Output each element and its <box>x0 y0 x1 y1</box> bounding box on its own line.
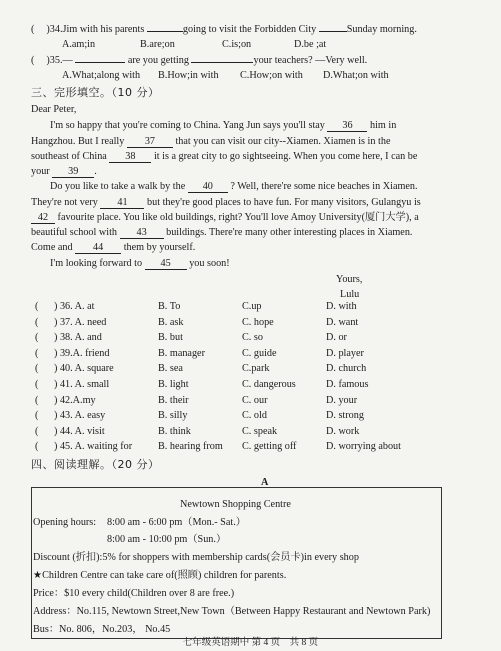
answer-blank[interactable] <box>191 62 253 63</box>
option-d: D. worrying about <box>326 441 401 453</box>
option-a: A.What;along with <box>62 70 141 81</box>
answer-blank[interactable] <box>319 31 347 32</box>
blank-44[interactable]: 44 <box>75 242 121 254</box>
option-d: D. want <box>326 316 359 328</box>
option-a: ) 43. A. easy <box>54 410 106 422</box>
hours-weekday: 8:00 am - 6:00 pm（Mon.- Sat.） <box>107 517 246 528</box>
option-c: C. hope <box>242 316 274 328</box>
answer-paren[interactable]: ( <box>35 410 39 422</box>
answer-paren[interactable]: ( <box>35 332 39 344</box>
question-text: Sunday morning. <box>346 24 417 35</box>
option-d: D. work <box>326 425 360 437</box>
blank-45[interactable]: 45 <box>145 258 187 270</box>
price: Price：$10 every child(Children over 8 are free.) <box>33 588 235 599</box>
option-a: A.am;in <box>62 39 96 50</box>
answer-paren[interactable]: ( <box>35 394 39 406</box>
option-c: C. getting off <box>242 441 297 453</box>
option-d: D. your <box>326 394 358 406</box>
bus: Bus：No. 806，No.203， No.45 <box>33 624 171 635</box>
option-c: C. speak <box>242 425 278 437</box>
option-b: B. silly <box>158 410 188 422</box>
answer-paren[interactable]: ( <box>35 347 39 359</box>
option-b: B. their <box>158 394 189 406</box>
option-a: ) 40. A. square <box>54 363 114 375</box>
option-c: C.up <box>242 301 262 312</box>
blank-36[interactable]: 36 <box>327 120 367 132</box>
children-centre: ★Children Centre can take care of(照顾) children for parents. <box>33 570 287 581</box>
blank-39[interactable]: 39 <box>52 166 94 178</box>
answer-paren[interactable]: ( <box>35 425 39 437</box>
question-35 <box>31 54 367 67</box>
blank-42[interactable]: 42 <box>31 212 55 224</box>
option-b: B. To <box>158 301 181 312</box>
passage-line: beautiful school with 43 buildings. There're many other interesting places in Xiamen. <box>31 227 413 238</box>
option-a: ) 36. A. at <box>54 301 95 312</box>
answer-paren[interactable]: ( <box>35 301 39 312</box>
option-c: C. guide <box>242 347 277 359</box>
option-a: ) 37. A. need <box>54 316 107 328</box>
option-a: ) 42.A.my <box>54 394 96 406</box>
option-b: B. light <box>158 379 189 390</box>
notice-box <box>31 487 442 639</box>
question-text: Jim with his parents <box>62 24 145 35</box>
answer-paren[interactable]: ( <box>35 316 39 328</box>
option-b: B.are;on <box>140 39 175 50</box>
closing: Yours, <box>336 274 363 285</box>
passage-line: your 39 . <box>31 166 97 177</box>
option-d: D. famous <box>326 379 369 390</box>
passage-line: They're not very 41 but they're good places to have fun. For many visitors, Gulangyu is <box>31 197 421 208</box>
option-d: D. strong <box>326 410 364 422</box>
option-b: B. sea <box>158 363 183 375</box>
option-d: D.What;on with <box>323 70 389 81</box>
blank-38[interactable]: 38 <box>109 151 151 163</box>
address: Address：No.115, Newtown Street,New Town（Between Happy Restaurant and Newtown Park) <box>33 606 431 617</box>
section-title: 三、完形填空。（10 分） <box>31 86 160 99</box>
discount: Discount (折扣):5% for shoppers with membership cards(会员卡)in every shop <box>33 552 359 563</box>
option-b: B.How;in with <box>158 70 219 81</box>
hours-label: Opening hours: <box>33 517 97 528</box>
question-number: )35.— <box>46 55 73 66</box>
option-d: D. with <box>326 301 357 312</box>
passage-label: A <box>261 477 269 488</box>
option-a: ) 45. A. waiting for <box>54 441 133 453</box>
option-b: B. ask <box>158 316 184 328</box>
question-text: are you getting <box>127 55 189 66</box>
signature: Lulu <box>340 289 360 300</box>
option-c: C.park <box>242 363 270 375</box>
answer-blank[interactable] <box>147 31 183 32</box>
section-title: 四、阅读理解。（20 分） <box>31 458 160 471</box>
option-d: D. player <box>326 347 364 359</box>
passage-line: 42 favourite place. You like old buildings, right? You'll love Amoy University(厦门大学), a <box>31 211 419 224</box>
answer-paren[interactable]: ( <box>35 441 39 453</box>
answer-blank[interactable] <box>75 62 125 63</box>
option-b: B. but <box>158 332 183 344</box>
page-footer: 七年级英语期中 第 4 页 共 8 页 <box>182 638 319 648</box>
passage-line: Come and 44 them by yourself. <box>31 242 196 253</box>
option-a: ) 41. A. small <box>54 379 110 390</box>
blank-40[interactable]: 40 <box>188 181 228 193</box>
passage-line: Do you like to take a walk by the 40 ? Well, there're some nice beaches in Xiamen. <box>50 181 418 192</box>
option-d: D. church <box>326 363 367 375</box>
answer-paren[interactable]: ( <box>35 379 39 390</box>
blank-37[interactable]: 37 <box>127 136 173 148</box>
option-b: B. hearing from <box>158 441 223 453</box>
option-b: B. think <box>158 425 191 437</box>
passage-line: Hangzhou. But I really 37 that you can visit our city--Xiamen. Xiamen is in the <box>31 136 391 147</box>
notice-title: Newtown Shopping Centre <box>180 499 291 510</box>
question-text: your teachers? —Very well. <box>253 55 368 66</box>
answer-paren[interactable]: ( <box>35 363 39 375</box>
passage-line: southeast of China 38 it is a great city to go sightseeing. When you come here, I can be <box>31 151 418 162</box>
option-c: C. dangerous <box>242 379 296 390</box>
option-c: C.How;on with <box>240 70 303 81</box>
hours-sunday: 8:00 am - 10:00 pm（Sun.） <box>107 534 227 545</box>
salutation: Dear Peter, <box>31 104 77 115</box>
option-a: ) 44. A. visit <box>54 425 105 437</box>
question-text: going to visit the Forbidden City <box>182 24 317 35</box>
option-c: C.is;on <box>222 39 252 50</box>
option-d: D.be ;at <box>294 39 327 50</box>
answer-paren: ( <box>31 55 35 66</box>
blank-43[interactable]: 43 <box>120 227 164 239</box>
option-a: ) 39.A. friend <box>54 347 110 359</box>
answer-paren: ( <box>31 24 35 35</box>
option-a: ) 38. A. and <box>54 332 102 344</box>
passage-line: I'm so happy that you're coming to China. Yang Jun says you'll stay 36 him in <box>50 120 397 131</box>
question-34 <box>31 23 417 36</box>
question-number: )34. <box>46 24 63 35</box>
blank-41[interactable]: 41 <box>100 197 144 209</box>
option-b: B. manager <box>158 347 205 359</box>
option-c: C. so <box>242 332 263 344</box>
option-d: D. or <box>326 332 347 344</box>
passage-line: I'm looking forward to 45 you soon! <box>50 258 230 269</box>
option-c: C. old <box>242 410 267 422</box>
option-c: C. our <box>242 394 268 406</box>
